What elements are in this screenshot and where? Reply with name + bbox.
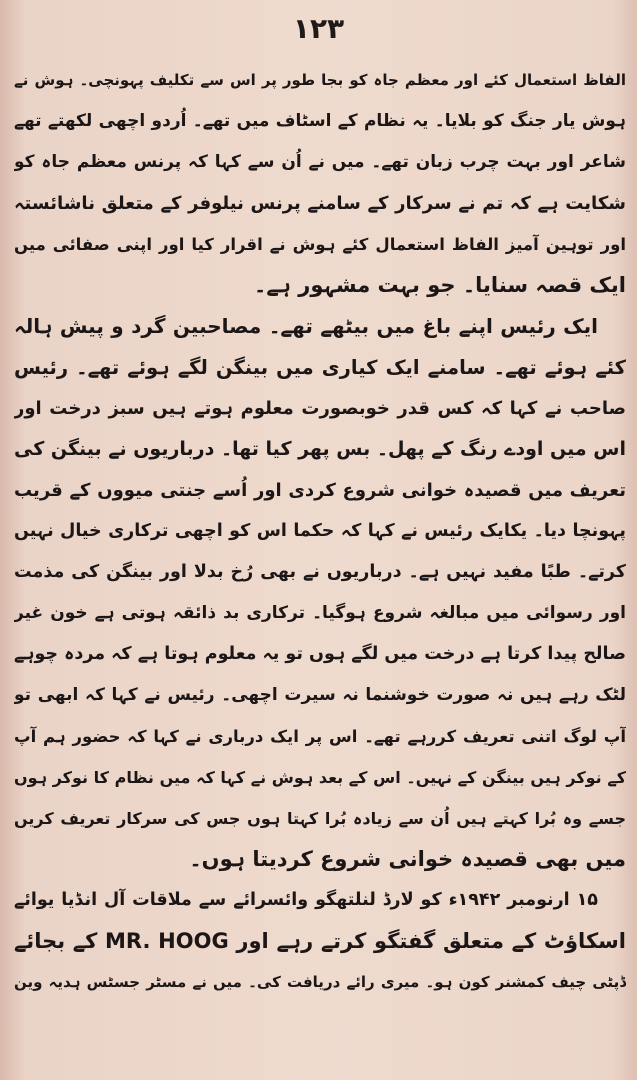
text-line: اور رسوائی میں مبالغہ شروع ہوگیا۔ ترکاری بد ذائقہ ہوتی ہے خون غیر <box>14 603 626 623</box>
page-body-text <box>14 60 626 1003</box>
text-line: صالح پیدا کرتا ہے درخت میں لگے ہوں تو یہ معلوم ہوتا ہے کہ مردہ چوہے <box>14 644 626 664</box>
text-line: آپ لوگ اتنی تعریف کررہے تھے۔ اس پر ایک درباری نے کہا کہ حضور ہم آپ <box>14 727 626 746</box>
text-line: لٹک رہے ہیں نہ صورت خوشنما نہ سیرت اچھی۔ رئیس نے کہا کہ ابھی تو <box>14 685 626 705</box>
text-line: ایک قصہ سنایا۔ جو بہت مشہور ہے۔ <box>254 273 626 297</box>
text-line: شکایت ہے کہ تم نے سرکار کے سامنے پرنس نیلوفر کے متعلق ناشائستہ <box>14 193 626 214</box>
text-line: جسے وہ بُرا کہتے ہیں اُن سے زیادہ بُرا کہتا ہوں جس کی سرکار تعریف کریں <box>14 809 626 828</box>
text-line: اسکاؤٹ کے متعلق گفتگو کرتے رہے اور MR. HOOG کے بجائے <box>14 929 626 953</box>
text-line: اور توہین آمیز الفاظ استعمال کئے ہوش نے اقرار کیا اور اپنی صفائی میں <box>14 235 626 254</box>
text-line: میں بھی قصیدہ خوانی شروع کردیتا ہوں۔ <box>189 847 626 871</box>
text-line: کرتے۔ طبًا مفید نہیں ہے۔ درباریوں نے بھی رُخ بدلا اور بینگن کی مذمت <box>14 562 626 582</box>
text-line: ڈپٹی چیف کمشنر کون ہو۔ میری رائے دریافت کی۔ میں نے مسٹر جسٹس ہدیہ وین <box>14 973 626 991</box>
text-line: ہوش یار جنگ کو بلایا۔ یہ نظام کے اسٹاف میں تھے۔ اُردو اچھی لکھتے تھے <box>14 111 626 131</box>
text-line: کے نوکر ہیں بینگن کے نہیں۔ اس کے بعد ہوش نے کہا کہ میں نظام کا نوکر ہوں <box>14 768 626 787</box>
text-line: کئے ہوئے تھے۔ سامنے ایک کیاری میں بینگن لگے ہوئے تھے۔ رئیس <box>14 356 626 379</box>
text-line: اس میں اودے رنگ کے پھل۔ بس پھر کیا تھا۔ درباریوں نے بینگن کی <box>14 438 626 460</box>
text-line: شاعر اور بہت چرب زبان تھے۔ میں نے اُن سے کہا کہ پرنس معظم جاہ کو <box>14 152 626 172</box>
text-line: تعریف میں قصیدہ خوانی شروع کردی اور اُسے جنتی میووں کے قریب <box>14 480 626 501</box>
text-line: ایک رئیس اپنے باغ میں بیٹھے تھے۔ مصاحبین گرد و پیش ہالہ <box>14 314 598 338</box>
page-number: ۱۲۳ <box>292 12 345 45</box>
text-line: پہونچا دیا۔ یکایک رئیس نے کہا کہ حکما اس کو اچھی ترکاری خیال نہیں <box>14 521 626 541</box>
text-line: الفاظ استعمال کئے اور معظم جاہ کو بجا طور پر اس سے تکلیف پہونچی۔ ہوش نے <box>14 71 626 89</box>
text-line: ۱۵ ارنومبر ۱۹۴۲ء کو لارڈ لنلتھگو وائسرائے سے ملاقات آل انڈیا یوائے <box>14 890 598 910</box>
text-line: صاحب نے کہا کہ کس قدر خوبصورت معلوم ہوتے ہیں سبز درخت اور <box>14 398 626 419</box>
